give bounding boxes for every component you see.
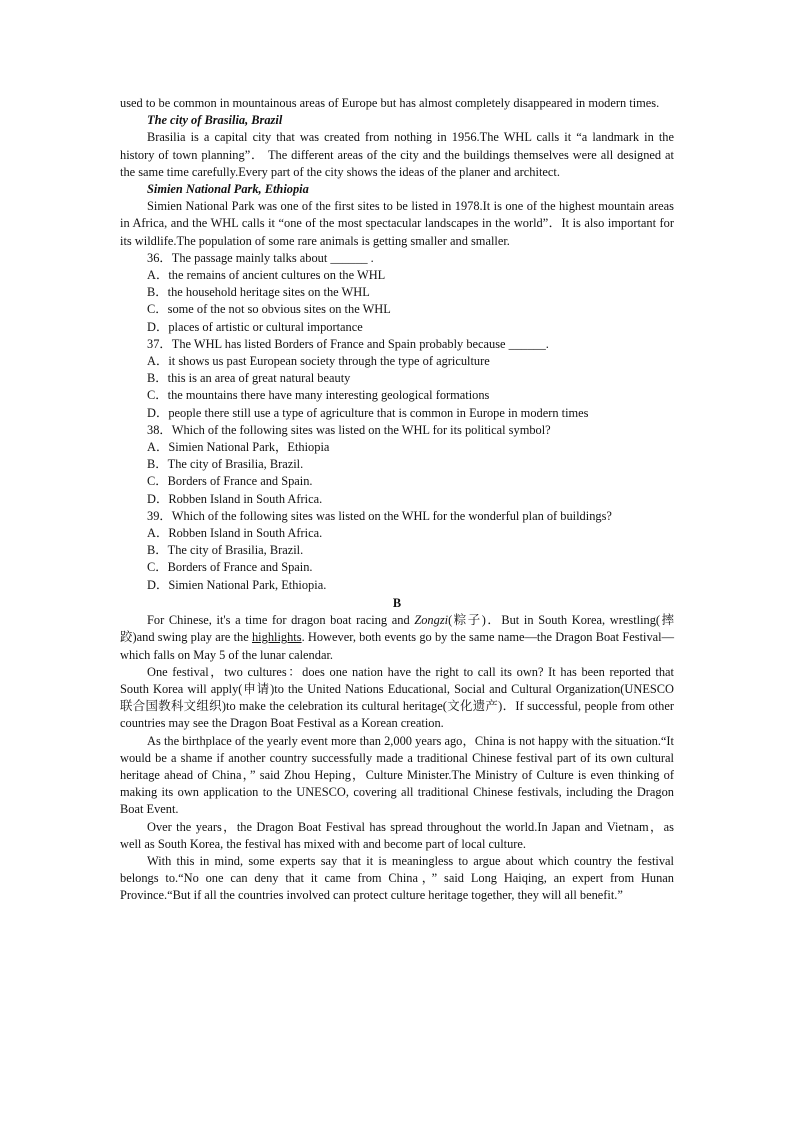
- question-stem: 39．Which of the following sites was listed on the WHL for the wonderful plan of buildings?: [147, 508, 612, 523]
- p1-text-a: For Chinese, it's a time for dragon boat racing and: [147, 613, 415, 628]
- question-39: [120, 508, 674, 594]
- question-37: [120, 336, 674, 422]
- question-36: [120, 250, 674, 336]
- option-c: C．the mountains there have many interesting geological formations: [147, 388, 490, 403]
- option-a: A．the remains of ancient cultures on the WHL: [147, 268, 386, 283]
- zongzi-term: Zongzi: [414, 613, 449, 628]
- question-stem: 37．The WHL has listed Borders of France and Spain probably because ______.: [147, 336, 549, 351]
- document-page: [120, 95, 674, 905]
- question-stem: 36．The passage mainly talks about ______ .: [147, 250, 374, 265]
- option-d: D．places of artistic or cultural importance: [147, 319, 363, 334]
- option-b: B．The city of Brasilia, Brazil.: [147, 457, 304, 472]
- option-a: A．it shows us past European society through the type of agriculture: [147, 354, 490, 369]
- section-b-paragraph-3: As the birthplace of the yearly event more than 2,000 years ago，China is not happy with the situation.“It would be a shame if another country successfully made a traditional Chinese festival part of its own cultural heritage ahead of China，” said Zhou Heping，Culture Minister.The Ministry of Culture is even thinking of making its own application to the UNESCO, covering all traditional Chinese festivals, including the Dragon Boat Event.: [120, 733, 674, 817]
- option-c: C．Borders of France and Spain.: [147, 474, 313, 489]
- question-38: [120, 422, 674, 508]
- option-a: A．Simien National Park，Ethiopia: [147, 440, 330, 455]
- option-d: D．Robben Island in South Africa.: [147, 491, 323, 506]
- section-b-paragraph-1: [120, 612, 674, 664]
- simien-paragraph: Simien National Park was one of the first sites to be listed in 1978.It is one of the highest mountain areas in Africa, and the WHL calls it “one of the most spectacular landscapes in the world”．It is also important for its wildlife.The population of some rare animals is getting smaller and smaller.: [120, 199, 674, 248]
- highlights-term: highlights: [251, 630, 302, 645]
- section-b-paragraph-4: Over the years，the Dragon Boat Festival has spread throughout the world.In Japan and Vietnam，as well as South Korea, the festival has mixed with and become part of local culture.: [120, 819, 674, 851]
- option-b: B．The city of Brasilia, Brazil.: [147, 543, 304, 558]
- brasilia-paragraph: Brasilia is a capital city that was created from nothing in 1956.The WHL calls it “a landmark in the history of town planning”． The different areas of the city and the buildings themselves were all designed at the same time carefully.Every part of the city shows the ideas of the planer and architect.: [120, 130, 674, 179]
- option-c: C．Borders of France and Spain.: [147, 560, 313, 575]
- p1-text-b: (粽子)．But in South Korea, wrestling(摔跤)and swing play are the: [120, 613, 674, 645]
- brasilia-heading: The city of Brasilia, Brazil: [147, 113, 283, 128]
- option-a: A．Robben Island in South Africa.: [147, 526, 323, 541]
- section-b-paragraph-2: One festival，two cultures：does one nation have the right to call its own? It has been reported that South Korea will apply(申请)to the United Nations Educational, Social and Cultural Organization(UNESCO 联合国教科文组织)to make the celebration its cultural heritage(文化遗产)．If successful, people from other countries may see the Dragon Boat Festival as a Korean creation.: [120, 664, 674, 731]
- simien-heading: Simien National Park, Ethiopia: [147, 182, 309, 197]
- question-stem: 38．Which of the following sites was listed on the WHL for its political symbol?: [147, 422, 551, 437]
- option-c: C．some of the not so obvious sites on the WHL: [147, 302, 391, 317]
- option-d: D．people there still use a type of agriculture that is common in Europe in modern times: [147, 405, 589, 420]
- passage-a-intro: used to be common in mountainous areas of Europe but has almost completely disappeared in modern times.: [120, 96, 660, 110]
- option-d: D．Simien National Park, Ethiopia.: [147, 577, 327, 592]
- option-b: B．the household heritage sites on the WHL: [147, 285, 370, 300]
- p1-text-c: . However, both events go by the same name—the Dragon Boat Festival—which falls on May 5 of the lunar calendar.: [120, 630, 674, 662]
- section-b-paragraph-5: With this in mind, some experts say that it is meaningless to argue about which country the festival belongs to.“No one can deny that it came from China，” said Long Haiqing, an expert from Hunan Province.“But if all the countries involved can protect culture heritage together, they will all benefit.”: [120, 853, 674, 903]
- section-b-label: B: [392, 595, 402, 610]
- option-b: B．this is an area of great natural beauty: [147, 371, 351, 386]
